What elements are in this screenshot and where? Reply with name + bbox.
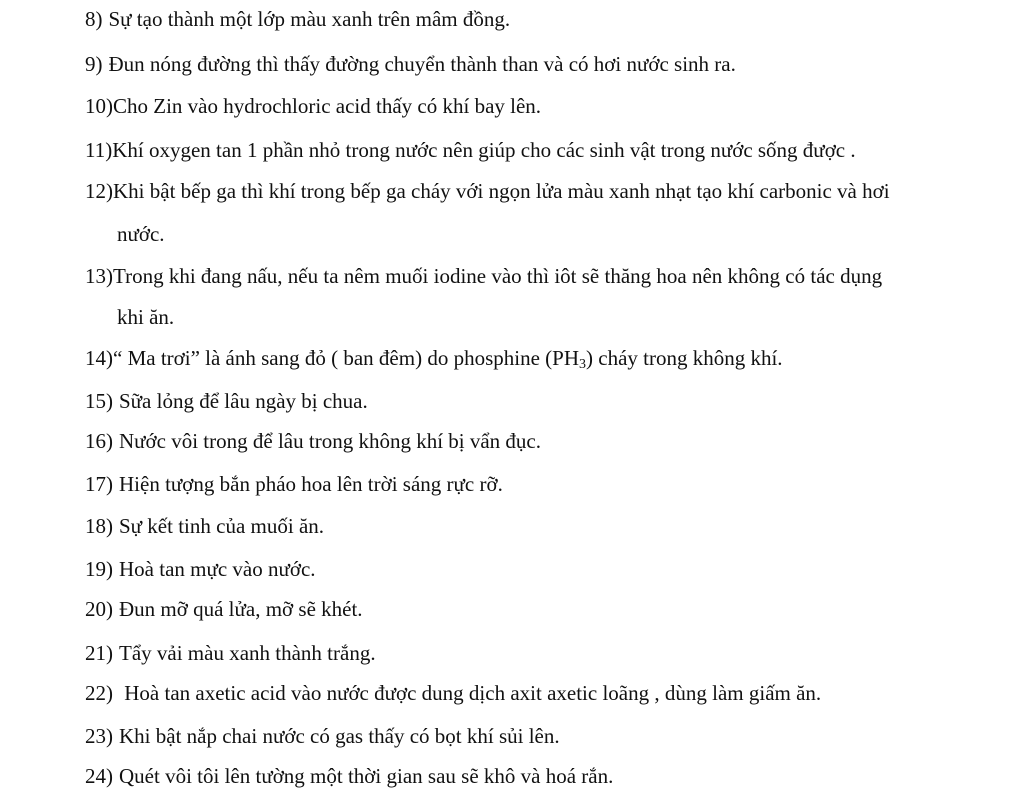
item-number: 17)	[85, 472, 113, 496]
list-item	[85, 181, 890, 202]
item-number: 24)	[85, 764, 113, 788]
list-item	[85, 346, 783, 372]
item-text: ) cháy trong không khí.	[586, 346, 783, 370]
item-number: 18)	[85, 514, 113, 538]
item-text: Sữa lỏng để lâu ngày bị chua.	[119, 389, 368, 413]
item-number: 20)	[85, 597, 113, 621]
item-text: Tẩy vải màu xanh thành trắng.	[119, 641, 376, 665]
item-text-continuation: khi ăn.	[117, 305, 175, 329]
item-text: Cho Zin vào hydrochloric acid thấy có khí bay lên.	[113, 94, 542, 118]
item-text: Đun mỡ quá lửa, mỡ sẽ khét.	[119, 597, 363, 621]
list-item	[85, 266, 882, 287]
list-item	[85, 391, 368, 412]
list-item	[85, 9, 510, 30]
item-number: 16)	[85, 429, 113, 453]
item-text: Sự kết tinh của muối ăn.	[119, 514, 325, 538]
item-text: “ Ma trơi” là ánh sang đỏ ( ban đêm) do phosphine (PH	[113, 346, 579, 370]
list-item	[85, 54, 736, 75]
item-number: 15)	[85, 389, 113, 413]
item-number: 8)	[85, 7, 103, 31]
item-number: 12)	[85, 179, 113, 203]
item-number: 23)	[85, 724, 113, 748]
list-item	[85, 766, 613, 787]
item-number: 13)	[85, 264, 113, 288]
item-text: Hoà tan axetic acid vào nước được dung dịch axit axetic loãng , dùng làm giấm ăn.	[119, 681, 822, 705]
item-text: Khi bật bếp ga thì khí trong bếp ga cháy với ngọn lửa màu xanh nhạt tạo khí carbonic và hơi	[113, 179, 890, 203]
item-text: Hoà tan mực vào nước.	[119, 557, 316, 581]
item-text-continuation: nước.	[117, 222, 165, 246]
list-item	[85, 683, 821, 704]
list-item	[85, 516, 324, 537]
item-text: Đun nóng đường thì thấy đường chuyển thành than và có hơi nước sinh ra.	[108, 52, 736, 76]
item-number: 9)	[85, 52, 103, 76]
list-item	[85, 474, 503, 495]
item-number: 11)	[85, 138, 113, 162]
item-text: Hiện tượng bắn pháo hoa lên trời sáng rực rỡ.	[119, 472, 503, 496]
subscript: 3	[579, 357, 586, 372]
list-item	[85, 140, 856, 161]
list-item	[85, 559, 316, 580]
list-item-continuation	[117, 224, 165, 245]
item-text: Khí oxygen tan 1 phần nhỏ trong nước nên giúp cho các sinh vật trong nước sống được .	[112, 138, 856, 162]
list-item	[85, 431, 541, 452]
list-item	[85, 643, 376, 664]
list-item	[85, 599, 363, 620]
item-number: 19)	[85, 557, 113, 581]
item-text: Khi bật nắp chai nước có gas thấy có bọt khí sủi lên.	[119, 724, 560, 748]
item-number: 22)	[85, 681, 113, 705]
item-number: 21)	[85, 641, 113, 665]
item-text: Nước vôi trong để lâu trong không khí bị vẩn đục.	[119, 429, 541, 453]
list-item	[85, 726, 560, 747]
list-item-continuation	[117, 307, 174, 328]
item-text: Trong khi đang nấu, nếu ta nêm muối iodine vào thì iôt sẽ thăng hoa nên không có tác dụng	[113, 264, 883, 288]
item-number: 14)	[85, 346, 113, 370]
item-text: Sự tạo thành một lớp màu xanh trên mâm đồng.	[108, 7, 511, 31]
item-text: Quét vôi tôi lên tường một thời gian sau sẽ khô và hoá rắn.	[119, 764, 614, 788]
list-item	[85, 96, 541, 117]
item-number: 10)	[85, 94, 113, 118]
